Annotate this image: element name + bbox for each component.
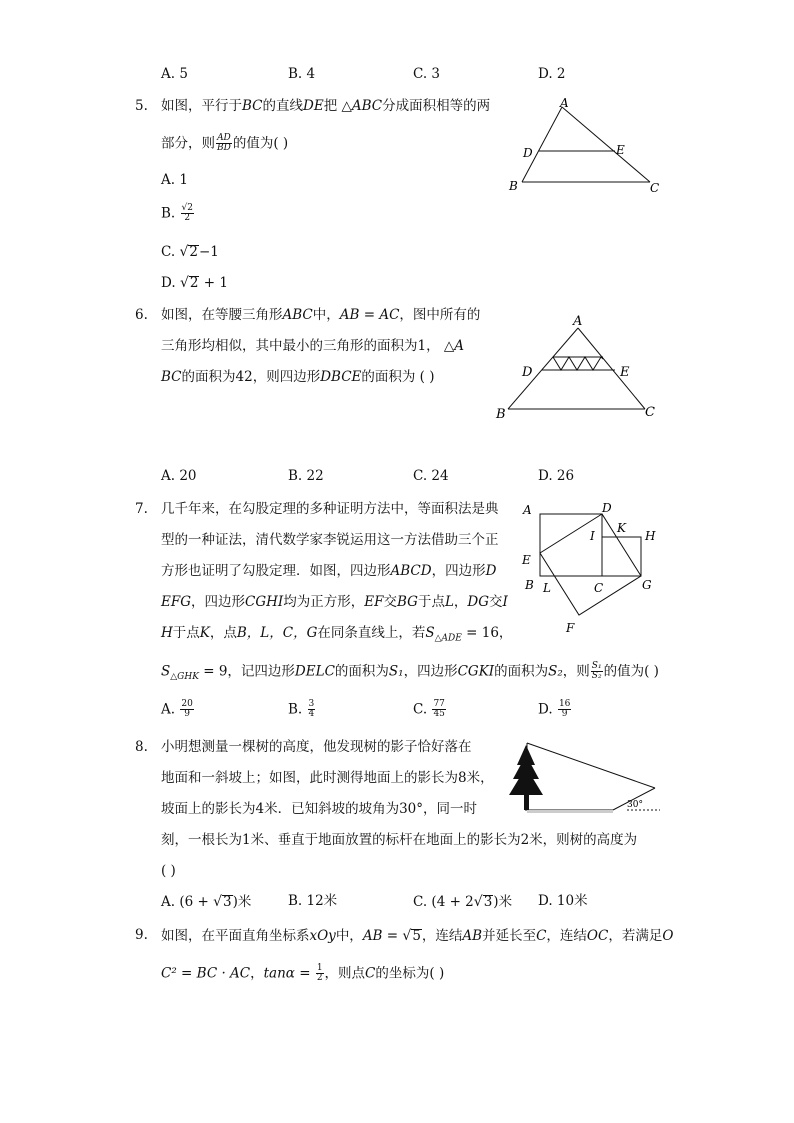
- q7-option-c: C. $\frac{77}{45}$: [413, 699, 445, 720]
- q6-stem-line1: 如图，在等腰三角形ABC中，AB = AC，图中所有的: [161, 307, 481, 323]
- q5-label-a: A: [560, 96, 569, 110]
- q7-stem-line6: $S_{\triangle GHK} = 9$，记四边形DELC的面积为S₁，四边形CGKI的面积为S₂，则 $\frac{\text{S₁}}{\text{S₂}}$ 的值为( ): [161, 661, 659, 683]
- q4-option-d: D. 2: [538, 66, 566, 82]
- q5-label-e: E: [616, 143, 625, 157]
- q8-stem-line2: 地面和一斜坡上；如图，此时测得地面上的影长为8米，: [161, 770, 494, 786]
- q5-label-d: D: [523, 146, 533, 160]
- q7-label-g: G: [642, 578, 652, 592]
- q7-label-i: I: [590, 529, 595, 543]
- q7-label-d: D: [602, 501, 612, 515]
- q7-label-l: L: [543, 581, 551, 595]
- q8-angle-label: 30°: [627, 800, 643, 810]
- q7-stem-line3: 方形也证明了勾股定理．如图，四边形ABCD，四边形D: [161, 563, 497, 579]
- q4-option-b: B. 4: [288, 66, 316, 82]
- q7-number: 7.: [135, 501, 148, 517]
- q9-stem-line1: 如图，在平面直角坐标系xOy中，AB = √5，连结AB并延长至C，连结OC，若满足O: [161, 928, 674, 944]
- q4-option-c: C. 3: [413, 66, 441, 82]
- q6-number: 6.: [135, 307, 148, 323]
- q7-option-b: B. $\frac{3}{4}$: [288, 699, 315, 720]
- q8-stem-line5: ( ): [161, 863, 176, 879]
- q7-label-b: B: [525, 578, 534, 592]
- q9-stem-line2: C² = BC · AC，tanα = $\frac{1}{2}$ ，则点C的坐标为( ): [161, 963, 445, 984]
- q8-stem-line4: 刻，一根长为1米、垂直于地面放置的标杆在地面上的影长为2米，则树的高度为: [161, 832, 638, 848]
- q7-stem-line2: 型的一种证法，清代数学家李锐运用这一方法借助三个正: [161, 532, 499, 548]
- q5-stem-line1: 如图，平行于BC的直线DE把 △ABC分成面积相等的两: [161, 98, 491, 114]
- q6-option-a: A. 20: [161, 468, 197, 484]
- q6-option-c: C. 24: [413, 468, 449, 484]
- q6-label-c: C: [645, 405, 655, 420]
- q7-stem-line5: H于点K，点B，L，C，G在同条直线上，若$S_{\triangle ADE} = 16$，: [161, 625, 513, 644]
- q6-label-b: B: [496, 407, 506, 422]
- q5-label-b: B: [509, 179, 518, 193]
- q7-label-h: H: [645, 529, 656, 543]
- q5-option-a: A. 1: [161, 172, 188, 188]
- q6-label-a: A: [573, 314, 583, 329]
- q8-stem-line1: 小明想测量一棵树的高度，他发现树的影子恰好落在: [161, 739, 472, 755]
- q7-option-a: A. $\frac{20}{9}$: [161, 699, 193, 720]
- q5-stem-line2: 部分，则 $\frac{AD}{BD}$ 的值为( ): [161, 133, 289, 154]
- q5-option-d: D. √2 + 1: [161, 275, 228, 291]
- q6-option-d: D. 26: [538, 468, 575, 484]
- q9-number: 9.: [135, 927, 148, 943]
- q8-option-a: A. (6 + √3)米: [161, 894, 252, 910]
- q8-option-b: B. 12米: [288, 893, 338, 909]
- q7-label-k: K: [617, 521, 626, 535]
- q5-label-c: C: [650, 181, 660, 195]
- q6-stem-line3: BC的面积为42，则四边形DBCE的面积为 ( ): [161, 369, 435, 385]
- q7-option-d: D. $\frac{16}{9}$: [538, 699, 571, 720]
- q8-option-c: C. (4 + 2√3)米: [413, 894, 513, 910]
- q5-option-b: B. $\frac{√2}{2}$: [161, 203, 193, 224]
- q6-stem-line2: 三角形均相似，其中最小的三角形的面积为1， △A: [161, 338, 465, 354]
- q6-label-e: E: [620, 365, 630, 380]
- q7-stem-line1: 几千年来，在勾股定理的多种证明方法中，等面积法是典: [161, 501, 499, 517]
- q5-triangle-figure: [505, 95, 670, 195]
- q6-label-d: D: [522, 365, 533, 380]
- q7-stem-line4: EFG，四边形CGHI均为正方形，EF交BG于点L，DG交I: [161, 594, 508, 610]
- q5-option-c: C. √2−1: [161, 244, 219, 260]
- q8-stem-line3: 坡面上的影长为4米．已知斜坡的坡角为30°，同一时: [161, 801, 478, 817]
- q8-option-d: D. 10米: [538, 893, 588, 909]
- q7-squares-figure: [518, 500, 668, 640]
- q6-option-b: B. 22: [288, 468, 324, 484]
- q8-tree-slope-figure: [505, 733, 665, 818]
- q7-label-a: A: [523, 503, 532, 517]
- q7-label-e: E: [522, 553, 531, 567]
- q4-option-a: A. 5: [161, 66, 188, 82]
- q8-number: 8.: [135, 739, 148, 755]
- q5-number: 5.: [135, 98, 148, 114]
- q7-label-f: F: [566, 621, 575, 635]
- q6-triangle-figure: [490, 310, 665, 425]
- q7-label-c: C: [594, 581, 604, 595]
- tree-icon: [509, 745, 543, 810]
